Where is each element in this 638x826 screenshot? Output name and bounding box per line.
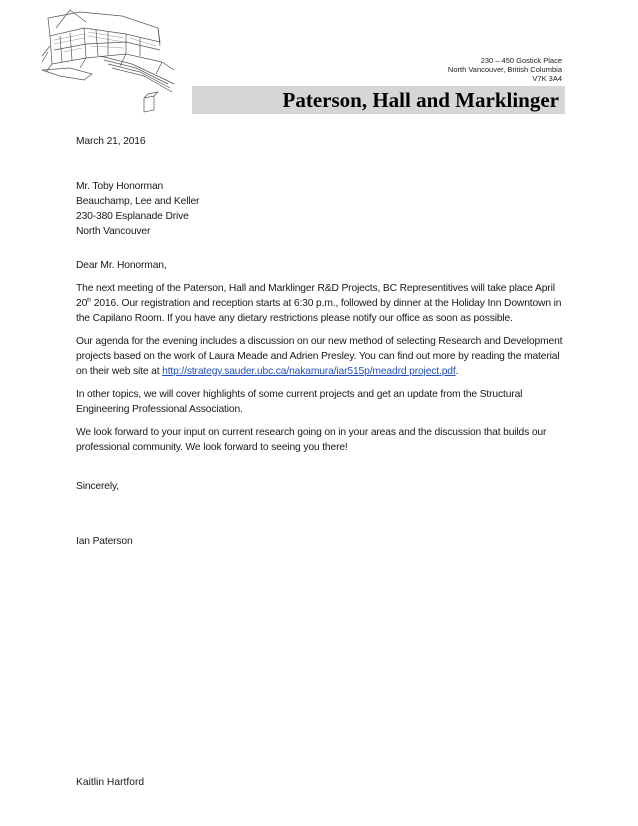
paragraph-meeting-text-a: The next meeting of the Paterson, Hall and Marklinger R&D Projects, BC Representitives will take place April 20 <box>76 283 555 309</box>
recipient-line-1: Mr. Toby Honorman <box>76 181 164 192</box>
address-line-3: V7K 3A4 <box>532 74 562 83</box>
recipient-line-3: 230-380 Esplanade Drive <box>76 211 189 222</box>
company-banner <box>192 86 565 114</box>
signer-name: Ian Paterson <box>76 536 133 547</box>
salutation: Dear Mr. Honorman, <box>76 260 167 271</box>
paragraph-agenda-text-b: . <box>455 366 459 377</box>
paragraph-meeting <box>76 281 566 326</box>
paragraph-topics: In other topics, we will cover highlights of some current projects and get an update from the Structural Engineering Professional Association. <box>76 389 523 415</box>
letter-date: March 21, 2016 <box>76 136 146 147</box>
company-name: Paterson, Hall and Marklinger <box>282 88 559 112</box>
letter-body <box>76 134 566 549</box>
website-link[interactable]: http://strategy.sauder.ubc.ca/nakamura/iar515p/meadrd project.pdf <box>162 366 456 377</box>
architectural-sketch-logo <box>40 6 180 118</box>
recipient-address <box>76 179 566 239</box>
paragraph-agenda <box>76 334 566 379</box>
closing: Sincerely, <box>76 481 119 492</box>
company-address <box>448 56 562 83</box>
footer-name: Kaitlin Hartford <box>76 777 145 788</box>
recipient-line-4: North Vancouver <box>76 226 151 237</box>
paragraph-closing-remarks: We look forward to your input on current research going on in your areas and the discussion that builds our professional community. We look forward to seeing you there! <box>76 427 547 453</box>
address-line-1: 230 – 450 Gostick Place <box>480 56 562 65</box>
paragraph-agenda-text-a: Our agenda for the evening includes a discussion on our new method of selecting Research and Development projects based on the work of Laura Meade and Adrien Presley. You can find out more by reading the material on their web site at <box>76 336 563 377</box>
address-line-2: North Vancouver, British Columbia <box>447 65 562 74</box>
paragraph-meeting-text-b: 2016. Our registration and reception starts at 6:30 p.m., followed by dinner at the Holiday Inn Downtown in the Capilano Room. If you have any dietary restrictions please notify our office as soon as possible. <box>76 298 562 324</box>
date-ordinal-suffix: th <box>87 297 92 304</box>
recipient-line-2: Beauchamp, Lee and Keller <box>76 196 200 207</box>
